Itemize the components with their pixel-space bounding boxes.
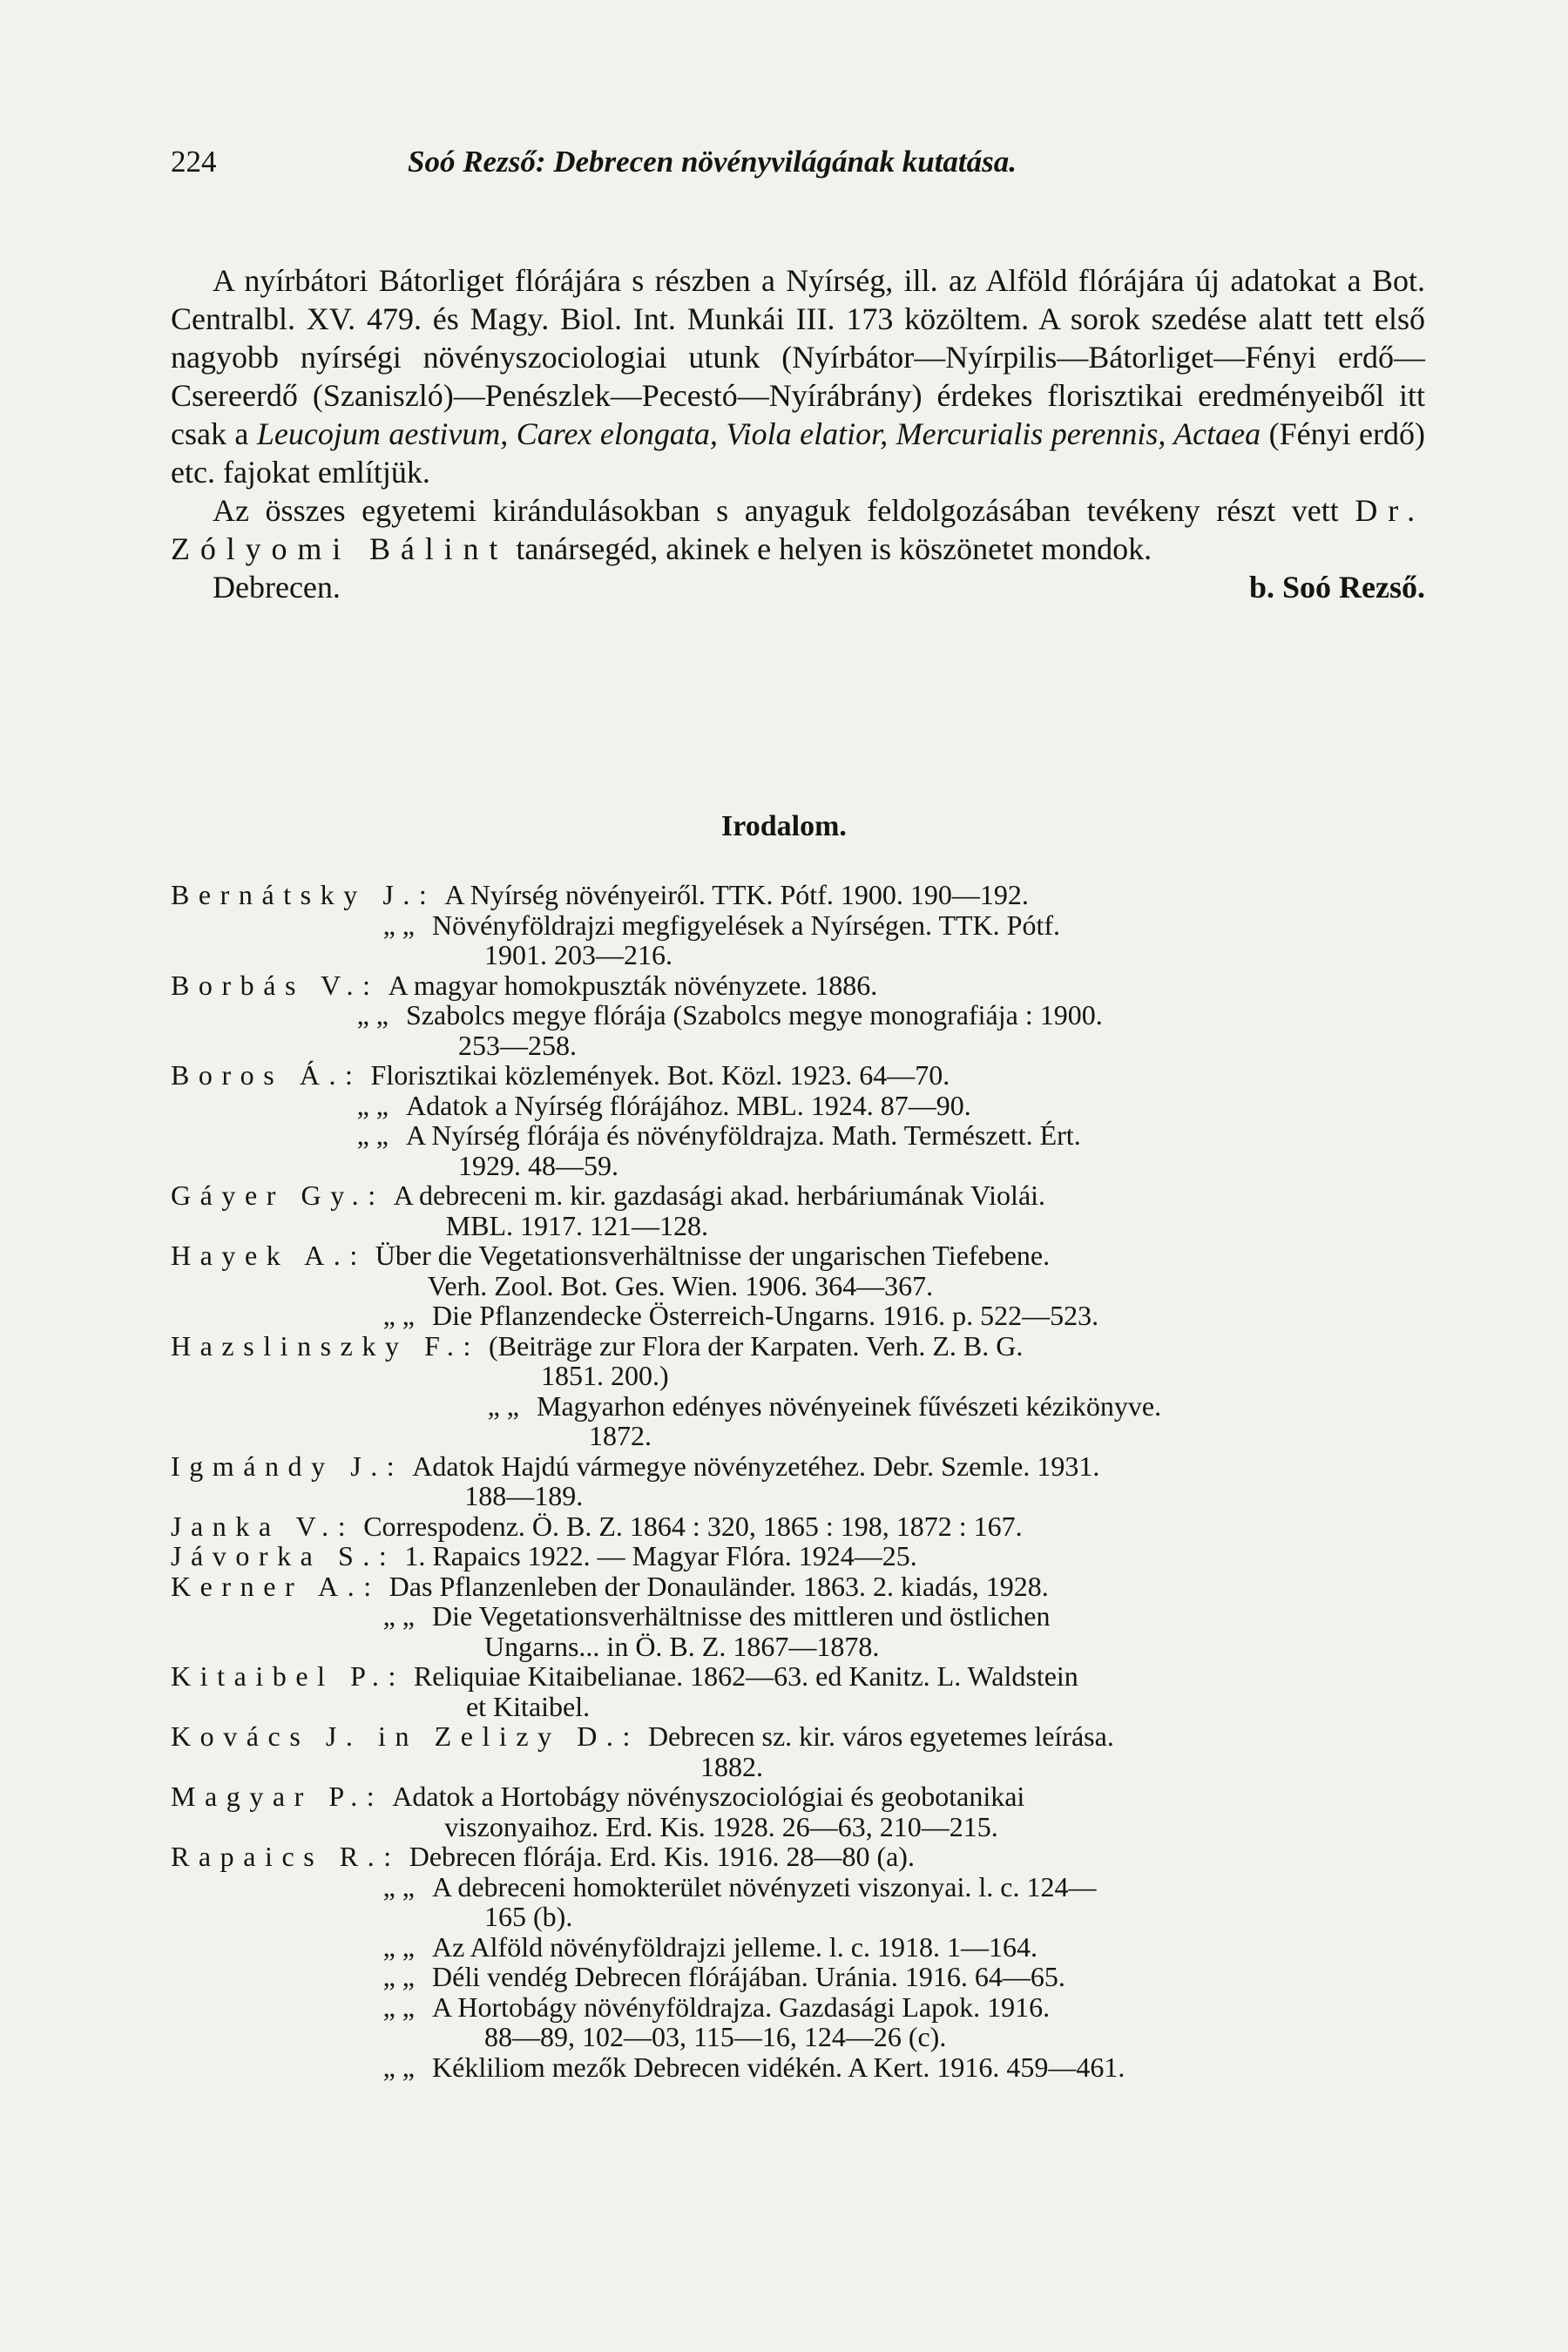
ditto-mark: „ „ (356, 1119, 389, 1151)
reference-line: Debrecen sz. kir. város egyetemes leírása. (647, 1720, 1114, 1752)
reference-author: Janka V.: (171, 1510, 355, 1542)
reference-text: Az Alföld növényföldrajzi jelleme. l. c. 1918. 1—164. (432, 1930, 1037, 1963)
ditto-mark: „ „ (382, 1961, 415, 1992)
reference-continuation: et Kitaibel. (465, 1690, 591, 1722)
paragraph-2-text-b: tanársegéd, akinek e helyen is köszönetet mondok. (508, 531, 1152, 566)
reference-item (171, 1962, 1425, 1992)
reference-item (171, 970, 1425, 1001)
reference-text (432, 1872, 1425, 1932)
reference-text (392, 1781, 1425, 1842)
reference-item (171, 1391, 1425, 1451)
reference-author: Jávorka S.: (171, 1540, 396, 1571)
reference-author: Magyar P.: (171, 1781, 384, 1812)
reference-text (394, 1180, 1425, 1240)
paragraph-1 (171, 261, 1425, 491)
reference-continuation: 88—89, 102—03, 115—16, 124—26 (c). (484, 2021, 947, 2052)
reference-item (171, 1842, 1425, 1872)
reference-item (171, 1511, 1425, 1542)
reference-author: Hayek A.: (171, 1240, 367, 1271)
reference-item (171, 1451, 1425, 1511)
body-text (171, 261, 1425, 606)
reference-item (171, 1781, 1425, 1842)
reference-text: A Nyírség növényeiről. TTK. Pótf. 1900. 190—192. (444, 879, 1029, 910)
reference-line: A debreceni m. kir. gazdasági akad. herbáriumának Violái. (393, 1179, 1046, 1211)
ditto-mark: „ „ (356, 1089, 389, 1121)
reference-item (171, 1060, 1425, 1091)
reference-continuation: MBL. 1917. 121—128. (445, 1209, 709, 1241)
reference-text (648, 1721, 1425, 1781)
running-title: Soó Rezső: Debrecen növényvilágának kutatása. (408, 145, 1017, 179)
ditto-mark: „ „ (356, 999, 389, 1031)
signature-line (171, 568, 1425, 606)
reference-line: Reliquiae Kitaibelianae. 1862—63. ed Kanitz. L. Waldstein (413, 1660, 1078, 1692)
reference-author: Kitaibel P.: (171, 1660, 405, 1692)
reference-item (171, 1000, 1425, 1060)
reference-continuation: 1901. 203—216. (484, 939, 672, 970)
reference-continuation: 1929. 48—59. (458, 1149, 618, 1181)
reference-text: 1. Rapaics 1922. — Magyar Flóra. 1924—25. (404, 1540, 917, 1571)
reference-continuation: 1851. 200.) (540, 1360, 669, 1391)
acknowledged-person: Dr. Zólyomi Bálint (171, 493, 1425, 566)
reference-line: Szabolcs megye flórája (Szabolcs megye monografiája : 1900. (406, 999, 1103, 1031)
reference-text: Déli vendég Debrecen flórájában. Uránia. 1916. 64—65. (432, 1961, 1065, 1992)
reference-item (171, 1872, 1425, 1932)
reference-text (432, 1992, 1425, 2052)
reference-item (171, 2052, 1425, 2083)
reference-item (171, 1180, 1425, 1240)
reference-item (171, 1240, 1425, 1301)
reference-continuation: 165 (b). (484, 1901, 573, 1932)
reference-text (432, 1601, 1425, 1661)
ditto-mark: „ „ (382, 1600, 415, 1632)
reference-item (171, 1571, 1425, 1602)
reference-item (171, 1120, 1425, 1180)
reference-item (171, 1992, 1425, 2052)
ditto-mark: „ „ (382, 909, 415, 941)
place: Debrecen. (213, 570, 341, 605)
ditto-mark: „ „ (382, 1990, 415, 2023)
reference-text: Das Pflanzenleben der Donauländer. 1863. 2. kiadás, 1928. (389, 1570, 1049, 1602)
reference-line: A Nyírség flórája és növényföldrajza. Math. Természett. Ért. (406, 1119, 1081, 1151)
reference-text (412, 1451, 1425, 1511)
reference-item (171, 1541, 1425, 1571)
reference-item (171, 1601, 1425, 1661)
reference-item (171, 1932, 1425, 1963)
ditto-mark: „ „ (487, 1389, 519, 1422)
reference-line: Adatok a Hortobágy növényszociológiai és geobotanikai (392, 1781, 1025, 1812)
ditto-mark: „ „ (382, 1300, 415, 1331)
reference-item (171, 1721, 1425, 1781)
reference-author: Bernátsky J.: (171, 879, 436, 910)
reference-item (171, 880, 1425, 910)
reference-author: Igmándy J.: (171, 1450, 404, 1482)
reference-list (171, 880, 1425, 2082)
reference-text (414, 1661, 1425, 1721)
reference-continuation: 188—189. (464, 1480, 584, 1511)
reference-continuation: Ungarns... in Ö. B. Z. 1867—1878. (484, 1630, 880, 1662)
paragraph-1-text-a: A nyírbátori Bátorliget flórájára s részben a Nyírség, ill. az Alföld flórájára új adatokat a Bot. Centralbl. XV. 479. és Magy. Biol. Int. Munkái III. 173 közöltem. A sorok szedése alatt tett első nagyobb nyírségi növényszociologiai utunk (Nyírbátor—Nyírpilis—Bátorliget—Fényi erdő—Csereerdő (Szaniszló)—Penészlek—Pecestó—Nyírábrány) érdekes florisztikai eredményeiből itt csak a (171, 263, 1425, 451)
ditto-mark: „ „ (382, 1930, 415, 1963)
reference-line: Magyarhon edényes növényeinek fűvészeti kézikönyve. (537, 1389, 1162, 1422)
reference-author: Borbás V.: (171, 969, 380, 1001)
ditto-mark: „ „ (382, 2051, 415, 2083)
reference-text: Florisztikai közlemények. Bot. Közl. 1923. 64—70. (370, 1059, 950, 1091)
reference-line: Növényföldrajzi megfigyelések a Nyírségen. TTK. Pótf. (432, 909, 1060, 941)
reference-author: Hazslinszky F.: (171, 1329, 480, 1362)
paragraph-2 (171, 491, 1425, 568)
reference-author: Kovács J. in Zelizy D.: (171, 1720, 639, 1752)
reference-line: A debreceni homokterület növényzeti viszonyai. l. c. 124— (432, 1870, 1097, 1903)
reference-continuation: Verh. Zool. Bot. Ges. Wien. 1906. 364—367. (427, 1269, 934, 1301)
reference-text (537, 1391, 1425, 1451)
page-number: 224 (171, 145, 217, 179)
reference-item (171, 1301, 1425, 1331)
reference-item (171, 1661, 1425, 1721)
reference-author: Boros Á.: (171, 1059, 362, 1091)
reference-text (406, 1120, 1425, 1180)
reference-text: Debrecen flórája. Erd. Kis. 1916. 28—80 (a). (409, 1841, 915, 1872)
reference-item (171, 1091, 1425, 1121)
reference-continuation: 1882. (700, 1750, 763, 1782)
reference-text: A magyar homokpuszták növényzete. 1886. (388, 969, 878, 1001)
reference-text: Kékliliom mezők Debrecen vidékén. A Kert. 1916. 459—461. (432, 2051, 1125, 2083)
reference-text: Die Pflanzendecke Österreich-Ungarns. 1916. p. 522—523. (432, 1300, 1099, 1331)
literature-heading: Irodalom. (721, 810, 847, 842)
species-list: Leucojum aestivum, Carex elongata, Viola elatior, Mercurialis perennis, Actaea (256, 416, 1261, 451)
reference-continuation: 253—258. (458, 1029, 577, 1061)
paragraph-2-text-a: Az összes egyetemi kirándulásokban s anyaguk feldolgozásában tevékeny részt vett (213, 493, 1355, 528)
reference-item (171, 1331, 1425, 1391)
signature: b. Soó Rezső. (1248, 570, 1425, 605)
reference-line: Die Vegetationsverhältnisse des mittleren und östlichen (432, 1600, 1051, 1632)
reference-author: Gáyer Gy.: (171, 1179, 385, 1211)
reference-text (489, 1331, 1425, 1391)
reference-text (406, 1000, 1425, 1060)
ditto-mark: „ „ (382, 1870, 415, 1903)
paragraph-1-text-b: (Fényi erdő) etc. fajokat említjük. (171, 416, 1426, 490)
reference-text (432, 910, 1425, 970)
reference-line: A Hortobágy növényföldrajza. Gazdasági Lapok. 1916. (432, 1990, 1051, 2023)
reference-line: Über die Vegetationsverhältnisse der ungarischen Tiefebene. (375, 1240, 1051, 1271)
reference-text: Correspodenz. Ö. B. Z. 1864 : 320, 1865 : 198, 1872 : 167. (363, 1510, 1023, 1542)
reference-item (171, 910, 1425, 970)
running-header (171, 143, 1425, 181)
reference-author: Kerner A.: (171, 1570, 381, 1602)
reference-author: Rapaics R.: (171, 1841, 401, 1872)
reference-text (375, 1240, 1425, 1301)
reference-continuation: viszonyaihoz. Erd. Kis. 1928. 26—63, 210—215. (444, 1810, 998, 1842)
reference-continuation: 1872. (589, 1420, 652, 1451)
reference-line: (Beiträge zur Flora der Karpaten. Verh. Z. B. G. (488, 1329, 1024, 1362)
reference-text: Adatok a Nyírség flórájához. MBL. 1924. 87—90. (406, 1089, 971, 1121)
reference-line: Adatok Hajdú vármegye növényzetéhez. Debr. Szemle. 1931. (412, 1450, 1100, 1482)
